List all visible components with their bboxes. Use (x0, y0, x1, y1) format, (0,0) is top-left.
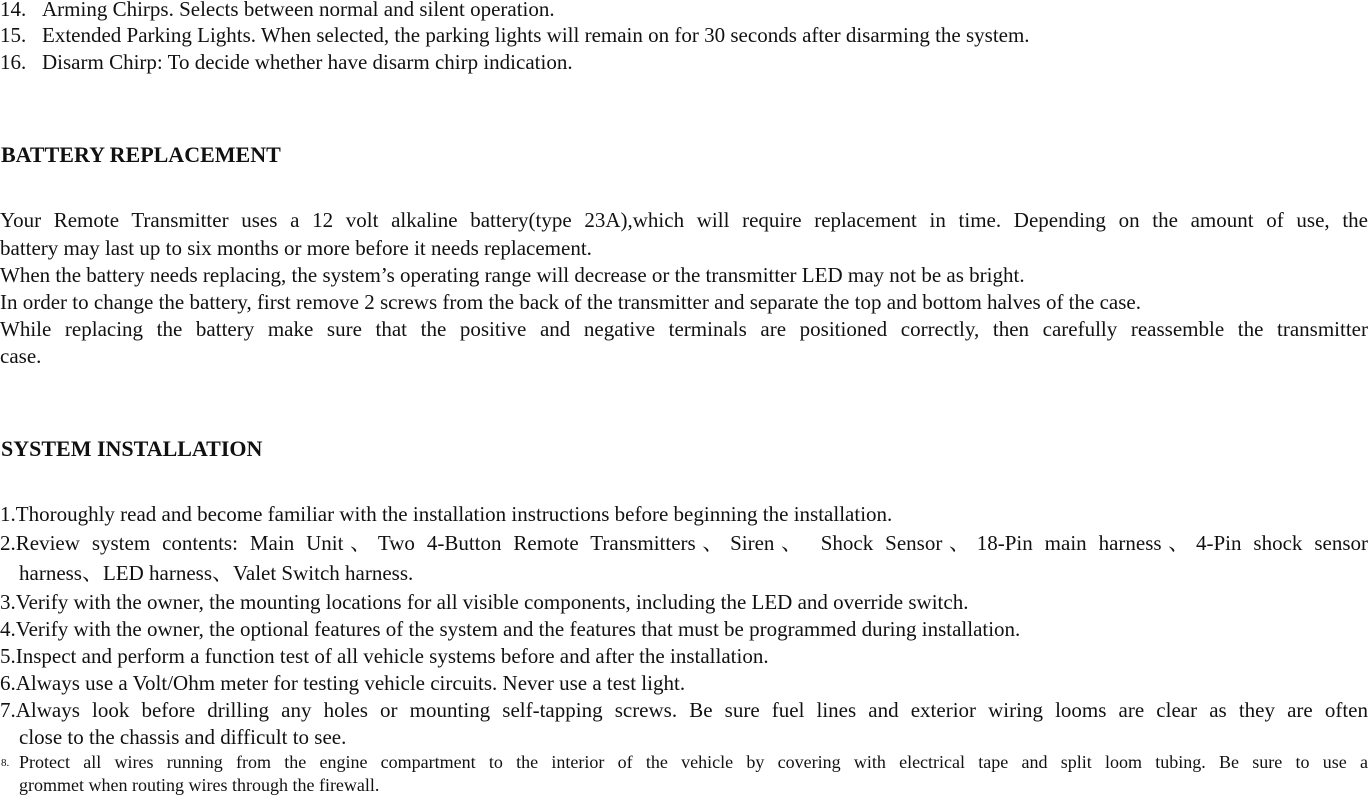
installation-item-1: 1.Thoroughly read and become familiar with the installation instructions before beginning the installation. (0, 502, 893, 526)
installation-item-2-continued: harness、LED harness、Valet Switch harness. (19, 561, 414, 585)
installation-item-8-continued: grommet when routing wires through the firewall. (19, 775, 380, 795)
list-text: Disarm Chirp: To decide whether have disarm chirp indication. (42, 50, 573, 74)
installation-item-2: 2.Review system contents: Main Unit、Two 4-Button Remote Transmitters、Siren、 Shock Sensor、18-Pin main harness、4-Pin shock sensor (0, 531, 1368, 555)
battery-paragraph-line: case. (0, 344, 42, 368)
list-number: 15. (0, 23, 27, 47)
installation-item-6: 6.Always use a Volt/Ohm meter for testing vehicle circuits. Never use a test light. (0, 671, 686, 695)
list-number: 14. (0, 0, 27, 21)
battery-paragraph-line: Your Remote Transmitter uses a 12 volt alkaline battery(type 23A),which will require replacement in time. Depending on the amount of use, the (0, 208, 1368, 232)
list-number: 16. (0, 50, 27, 74)
list-item-16 (0, 50, 573, 74)
installation-item-8: Protect all wires running from the engine compartment to the interior of the vehicle by covering with electrical tape and split loom tubing. Be sure to use a (19, 752, 1368, 772)
list-item-15 (0, 23, 1030, 47)
list-text: Extended Parking Lights. When selected, the parking lights will remain on for 30 seconds after disarming the system. (42, 23, 1030, 47)
installation-item-7: 7.Always look before drilling any holes or mounting self-tapping screws. Be sure fuel lines and exterior wiring looms are clear as they are often (0, 698, 1368, 722)
battery-paragraph-line: In order to change the battery, first remove 2 screws from the back of the transmitter and separate the top and bottom halves of the case. (0, 290, 1141, 314)
list-text: Arming Chirps. Selects between normal and silent operation. (42, 0, 555, 21)
installation-heading: SYSTEM INSTALLATION (1, 436, 263, 461)
installation-item-5: 5.Inspect and perform a function test of all vehicle systems before and after the installation. (0, 644, 769, 668)
battery-paragraph-line: While replacing the battery make sure that the positive and negative terminals are positioned correctly, then carefully reassemble the transmitter (0, 317, 1368, 341)
list-item-14 (0, 0, 555, 21)
battery-heading: BATTERY REPLACEMENT (1, 142, 281, 167)
installation-item-3: 3.Verify with the owner, the mounting locations for all visible components, including the LED and override switch. (0, 590, 969, 614)
battery-paragraph-line: When the battery needs replacing, the system’s operating range will decrease or the transmitter LED may not be as bright. (0, 263, 1025, 287)
installation-item-4: 4.Verify with the owner, the optional features of the system and the features that must be programmed during installation. (0, 617, 1021, 641)
installation-item-8-number: 8. (1, 757, 10, 769)
installation-item-7-continued: close to the chassis and difficult to see. (19, 725, 347, 749)
battery-paragraph-line: battery may last up to six months or more before it needs replacement. (0, 236, 592, 260)
